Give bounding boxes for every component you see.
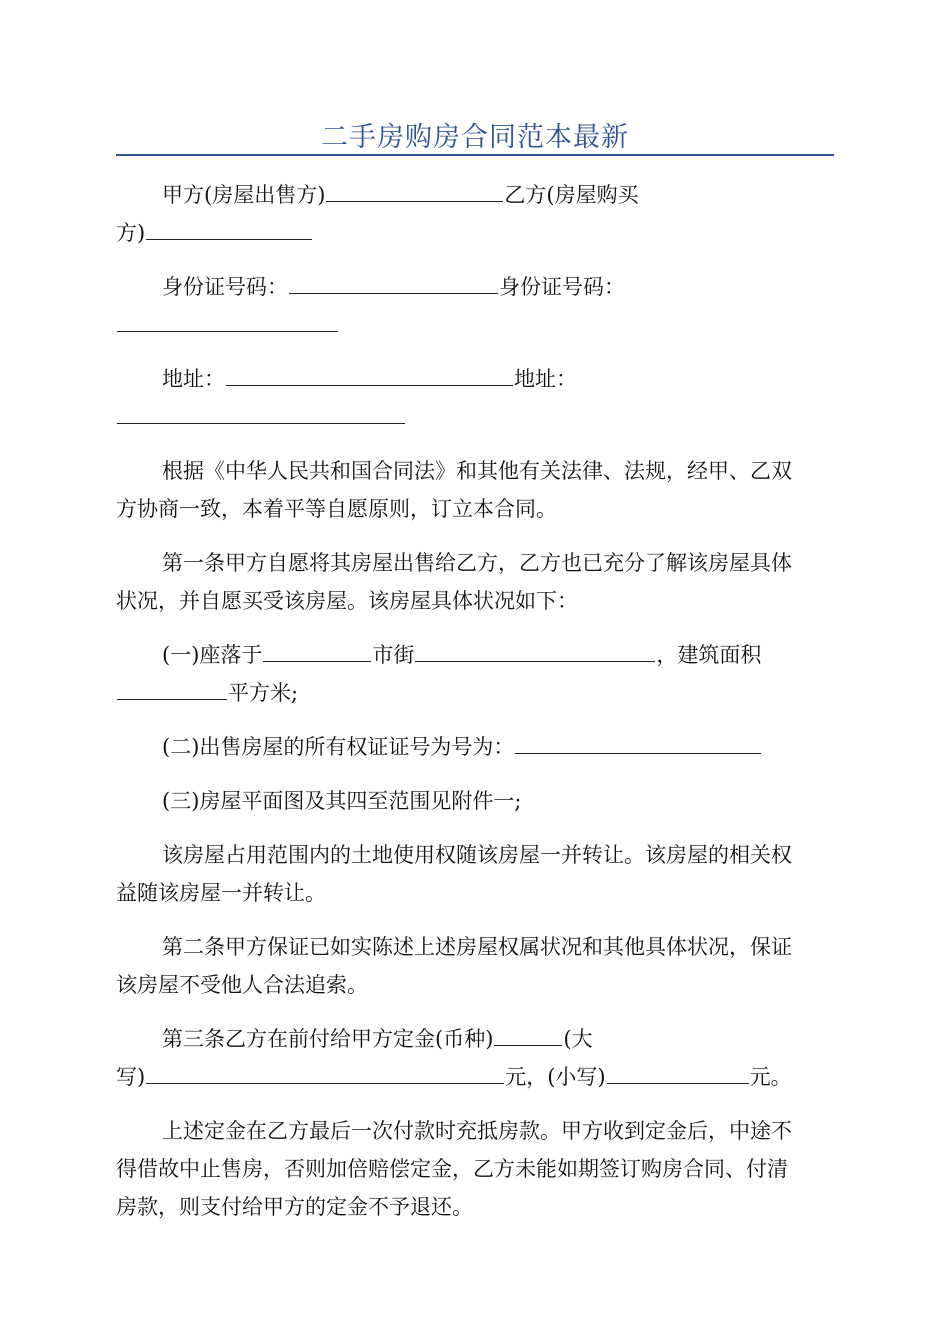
article3-yuan: 元。 bbox=[749, 1065, 792, 1089]
item1-unit: 平方米; bbox=[228, 681, 299, 705]
seller-name-blank bbox=[326, 183, 503, 202]
deposit-line-3: 房款，则支付给甲方的定金不予退还。 bbox=[116, 1195, 473, 1219]
article2-line-1: 第二条甲方保证已如实陈述上述房屋权属状况和其他具体状况，保证 bbox=[162, 935, 792, 959]
article3-uppercase-label: (大 bbox=[563, 1027, 593, 1051]
article3-uppercase-cont: 写) bbox=[116, 1065, 146, 1089]
title-underline bbox=[116, 154, 834, 156]
article3-line-1 bbox=[162, 1024, 593, 1054]
document-title: 二手房购房合同范本最新 bbox=[321, 122, 629, 153]
seller-label: 甲方(房屋出售方) bbox=[162, 183, 326, 207]
item1-city: 市街 bbox=[372, 643, 415, 667]
preamble-line-2: 方协商一致，本着平等自愿原则，订立本合同。 bbox=[116, 497, 557, 521]
buyer-label: 乙方(房屋购买 bbox=[504, 183, 639, 207]
seller-address-label: 地址： bbox=[162, 367, 225, 391]
buyer-address-label: 地址： bbox=[514, 367, 577, 391]
buyer-id-label: 身份证号码： bbox=[499, 275, 625, 299]
article1-item1-line-2 bbox=[116, 678, 298, 708]
article3-prefix: 第三条乙方在前付给甲方定金(币种) bbox=[162, 1027, 494, 1051]
deposit-line-1: 上述定金在乙方最后一次付款时充抵房款。甲方收到定金后，中途不 bbox=[162, 1119, 792, 1143]
land-line-1: 该房屋占用范围内的土地使用权随该房屋一并转让。该房屋的相关权 bbox=[162, 843, 792, 867]
item2-label: (二)出售房屋的所有权证证号为号为： bbox=[162, 735, 515, 759]
certificate-number-blank bbox=[515, 735, 761, 754]
item1-area-label: ，建筑面积 bbox=[656, 643, 762, 667]
item1-prefix: (一)座落于 bbox=[162, 643, 263, 667]
preamble-line-1: 根据《中华人民共和国合同法》和其他有关法律、法规，经甲、乙双 bbox=[162, 459, 792, 483]
parties-line-1 bbox=[162, 180, 639, 210]
article1-item1-line-1 bbox=[162, 640, 761, 670]
id-line-1 bbox=[162, 272, 625, 302]
buyer-address-blank bbox=[117, 405, 405, 424]
address-line-1 bbox=[162, 364, 577, 394]
article3-line-2 bbox=[116, 1062, 792, 1092]
land-line-2: 益随该房屋一并转让。 bbox=[116, 881, 326, 905]
currency-blank bbox=[494, 1027, 562, 1046]
street-blank bbox=[415, 643, 655, 662]
article1-item3: (三)房屋平面图及其四至范围见附件一; bbox=[162, 789, 522, 813]
buyer-id-blank bbox=[117, 313, 338, 332]
seller-address-blank bbox=[226, 367, 513, 386]
article2-line-2: 该房屋不受他人合法追索。 bbox=[116, 973, 368, 997]
address-line-2 bbox=[116, 402, 406, 432]
amount-lowercase-blank bbox=[607, 1065, 749, 1084]
buyer-label-cont: 方) bbox=[116, 221, 146, 245]
article3-lowercase-label: 元，(小写) bbox=[505, 1065, 606, 1089]
deposit-line-2: 得借故中止售房，否则加倍赔偿定金，乙方未能如期签订购房合同、付清 bbox=[116, 1157, 788, 1181]
article1-line-1: 第一条甲方自愿将其房屋出售给乙方，乙方也已充分了解该房屋具体 bbox=[162, 551, 792, 575]
article1-line-2: 状况，并自愿买受该房屋。该房屋具体状况如下： bbox=[116, 589, 578, 613]
article1-item2 bbox=[162, 732, 762, 762]
seller-id-blank bbox=[289, 275, 498, 294]
location-blank bbox=[263, 643, 371, 662]
id-line-2 bbox=[116, 310, 339, 340]
parties-line-2 bbox=[116, 218, 313, 248]
amount-uppercase-blank bbox=[146, 1065, 504, 1084]
buyer-name-blank bbox=[146, 221, 312, 240]
area-blank bbox=[117, 681, 227, 700]
seller-id-label: 身份证号码： bbox=[162, 275, 288, 299]
